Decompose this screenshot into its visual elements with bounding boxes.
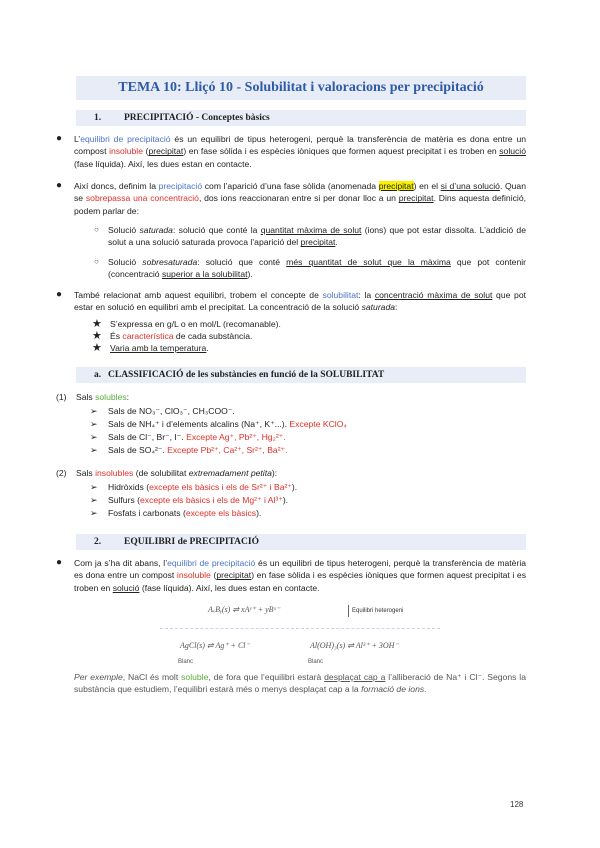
term-saturada: saturada xyxy=(139,225,173,235)
text: Com ja s’ha dit abans, l’ xyxy=(74,558,168,568)
exception-text: excepte els bàsics i els de Sr²⁺ i Ba²⁺ xyxy=(149,482,292,492)
term-insoluble: insoluble xyxy=(109,146,143,157)
label-blanc-2: Blanc xyxy=(308,659,324,665)
text: ). xyxy=(256,508,262,518)
term-extremadament-petita: extremadament petita xyxy=(188,468,272,478)
list-number: (1) xyxy=(56,392,67,402)
term-soluble: soluble xyxy=(181,672,209,682)
equation-agcl: AgCl(s) ⇌ Ag⁺ + Cl⁻ xyxy=(180,641,250,650)
text: és un equilibri de tipus heterogeni, perquè la transferència de matèria es dona entre un compost xyxy=(74,134,527,157)
text: . xyxy=(424,684,427,695)
list-number: (2) xyxy=(56,468,67,478)
bullet-dot: ● xyxy=(56,289,63,300)
text: ) en fase sòlida i es espècies iòniques que formen aquest precipitat i es troben en xyxy=(183,146,500,157)
text: ) en fase sòlida i es espècies iòniques que formen aquest precipitat i es troben en xyxy=(74,570,526,593)
star-item-2 xyxy=(110,330,252,342)
section-1a-title: CLASSIFICACIÓ de les substàncies en funció de la SOLUBILITAT xyxy=(108,370,385,380)
arrow-bullet-icon: ➢ xyxy=(90,495,98,505)
text: Sals de NH₄⁺ i d’elements alcalins (Na⁺, K⁺...). xyxy=(108,419,290,429)
paragraph-solubility xyxy=(74,289,526,314)
text: . Dins aquesta definició, podem parlar de: xyxy=(74,193,526,216)
arrow-bullet-icon: ➢ xyxy=(90,432,98,442)
arrow-bullet-icon: ➢ xyxy=(90,445,98,455)
text: Sals de SO₄²⁻. xyxy=(108,445,168,455)
equation-label: Equilibri heterogeni xyxy=(348,605,403,617)
soluble-item-3 xyxy=(108,431,286,443)
page-number: 128 xyxy=(510,800,524,809)
text: ). xyxy=(291,482,298,492)
section-2-title: EQUILIBRI de PRECIPITACIÓ xyxy=(124,537,259,547)
star-icon: ★ xyxy=(92,342,102,354)
text: L’ xyxy=(74,134,81,144)
text: ): xyxy=(271,468,278,478)
text: . xyxy=(206,343,209,353)
text: (fase líquida). Així, les dues estan en contacte. xyxy=(139,582,320,593)
soluble-item-1 xyxy=(108,405,235,417)
text: Solució xyxy=(108,257,143,267)
text: de cada substància. xyxy=(173,331,253,341)
term-formacio-ions: formació de ions xyxy=(361,684,425,695)
term-equilibri: equilibri de precipitació xyxy=(167,558,256,568)
list-insoluble-heading xyxy=(76,467,277,479)
text: Sals xyxy=(76,392,96,402)
paragraph-precipitation-equilibrium xyxy=(74,133,526,170)
section-2-header xyxy=(76,534,526,550)
term-solubles: solubles xyxy=(95,392,127,402)
paragraph-precipitation-definition xyxy=(74,180,526,217)
text: ). xyxy=(282,495,289,505)
text: . Quan se xyxy=(74,181,526,204)
section-1a-number: a. xyxy=(94,370,102,380)
term-sobrepassa: sobrepassa una concentració xyxy=(85,193,199,204)
text: També relacionat amb aquest equilibri, trobem el concepte de xyxy=(74,290,323,300)
section-1-number: 1. xyxy=(94,113,102,123)
text: Solució xyxy=(108,225,140,235)
exception-text: Excepte Pb²⁺, Ca²⁺, Sr²⁺, Ba²⁺. xyxy=(167,445,288,455)
text: : solució que conté la xyxy=(172,225,261,235)
section-1-title: PRECIPITACIÓ - Conceptes bàsics xyxy=(124,113,270,123)
bullet-dot: ● xyxy=(56,180,63,191)
text: Sulfurs ( xyxy=(108,495,140,505)
equation-aloh3: Al(OH)₃(s) ⇌ Al³⁺ + 3OH⁻ xyxy=(310,641,399,650)
insoluble-item-1 xyxy=(108,481,297,493)
term-temperatura: Varia amb la temperatura xyxy=(110,343,207,353)
term-insoluble: insoluble xyxy=(176,570,211,581)
text: : la xyxy=(358,290,375,300)
arrow-bullet-icon: ➢ xyxy=(90,419,98,429)
text: Així doncs, definim la xyxy=(74,181,159,191)
text: S’expressa en g/L o en mol/L (recomanable). xyxy=(110,319,281,329)
term-precipitacio: precipitació xyxy=(158,181,203,191)
text: Sals de Cl⁻, Br⁻, I⁻. xyxy=(108,432,187,442)
text: que pot estar en solució en equilibri amb el precipitat. La concentració de la solució xyxy=(74,290,526,313)
soluble-item-2 xyxy=(108,418,347,430)
text: que pot contenir (concentració xyxy=(108,257,526,280)
definition-saturated xyxy=(108,224,526,249)
term-solubilitat: solubilitat xyxy=(322,290,359,300)
exception-text: excepte els bàsics xyxy=(185,508,257,518)
text: . xyxy=(335,237,338,248)
term-desplacat: desplaçat cap a xyxy=(324,672,386,682)
bullet-dot: ● xyxy=(56,133,63,144)
soluble-item-4 xyxy=(108,444,288,456)
text: Sals xyxy=(76,468,96,478)
text: ). xyxy=(247,269,253,280)
term-superior: superior a la solubilitat xyxy=(161,269,248,280)
equilibrium-equation-figure xyxy=(160,600,440,664)
exception-text: Excepte Ag⁺, Pb²⁺, Hg₂²⁺. xyxy=(186,432,286,442)
text: l’alliberació de Na⁺ i Cl⁻. Segons la substància que estudiem, l’equilibri estarà més o menys desplaçat cap a la xyxy=(74,672,526,695)
term-solucio: solució xyxy=(499,146,527,157)
text: Hidròxids ( xyxy=(108,482,150,492)
insoluble-item-2 xyxy=(108,494,288,506)
dashed-divider xyxy=(160,628,440,629)
text: ) en el xyxy=(413,181,441,191)
definition-supersaturated xyxy=(108,256,526,281)
term-precipitat: precipitat xyxy=(300,237,336,248)
text: ( xyxy=(142,146,149,157)
arrow-bullet-icon: ➢ xyxy=(90,508,98,518)
text: : xyxy=(126,392,130,402)
term-precipitat: precipitat xyxy=(398,193,434,204)
term-equilibri: equilibri de precipitació xyxy=(80,134,171,144)
page-title: TEMA 10: Lliçó 10 - Solubilitat i valoracions per precipitació xyxy=(118,79,484,95)
term-quantitat-maxima: quantitat màxima de solut xyxy=(260,225,362,235)
section-1a-header xyxy=(76,367,526,383)
title-banner xyxy=(76,76,526,100)
text: , dos ions reaccionaran entre si per donar lloc a un xyxy=(198,193,399,204)
general-equation: AₓBᵧ(s) ⇌ xAʸ⁺ + yBˣ⁻ xyxy=(208,605,281,614)
term-sobresaturada: sobresaturada xyxy=(142,257,198,267)
paragraph-precipitation-equilibrium-2 xyxy=(74,557,526,594)
arrow-bullet-icon: ➢ xyxy=(90,406,98,416)
term-precipitat-highlight: precipitat xyxy=(378,181,414,191)
term-saturada: saturada xyxy=(361,302,396,313)
text: , de fora que l’equilibri estarà xyxy=(208,672,325,682)
star-icon: ★ xyxy=(92,330,102,342)
paragraph-example xyxy=(74,671,526,696)
label-blanc-1: Blanc xyxy=(178,659,194,665)
section-2-number: 2. xyxy=(94,537,102,547)
list-soluble-label xyxy=(56,391,67,403)
term-precipitat: precipitat xyxy=(148,146,184,157)
term-mes-quantitat: més quantitat de solut que la màxima xyxy=(286,257,451,267)
circle-bullet: ○ xyxy=(94,257,99,266)
list-soluble-heading xyxy=(76,391,129,403)
term-precipitat: precipitat xyxy=(216,570,252,581)
term-caracteristica: característica xyxy=(122,331,174,341)
term-per-exemple: Per exemple xyxy=(74,672,123,682)
star-item-1 xyxy=(110,318,281,330)
term-solucio: solució xyxy=(112,582,140,593)
exception-text: excepte els bàsics i els de Mg²⁺ i Al³⁺ xyxy=(140,495,283,505)
circle-bullet: ○ xyxy=(94,225,99,234)
text: (fase líquida). Així, les dues estan en contacte. xyxy=(74,158,252,169)
insoluble-item-3 xyxy=(108,507,261,519)
text: (de solubilitat xyxy=(133,468,189,478)
term-insolubles: insolubles xyxy=(95,468,134,478)
arrow-bullet-icon: ➢ xyxy=(90,482,98,492)
text: (ions) que pot estar dissolta. L’addició de solut a una solució saturada provoca l’aparició del xyxy=(108,225,526,248)
exception-text: Excepte KClO₄ xyxy=(289,419,347,429)
term-concentracio-maxima: concentració màxima de solut xyxy=(374,290,493,300)
text: com l’aparició d’una fase sòlida (anomenada xyxy=(202,181,379,191)
text: : solució que conté xyxy=(197,257,287,267)
star-item-3 xyxy=(110,342,209,354)
text: Fosfats i carbonats ( xyxy=(108,508,186,518)
text: ( xyxy=(210,570,217,581)
text: És xyxy=(110,331,123,341)
text: : xyxy=(395,302,398,313)
section-1-header xyxy=(76,110,526,126)
term-si-solucio: si d’una solució xyxy=(440,181,500,191)
star-icon: ★ xyxy=(92,318,102,330)
text: és un equilibri de tipus heterogeni, perquè la transferència de matèria es dona entre un compost xyxy=(74,558,527,581)
text: Sals de NO₃⁻, ClO₃⁻, CH₃COO⁻. xyxy=(108,406,235,416)
bullet-dot: ● xyxy=(56,557,63,568)
list-insoluble-label xyxy=(56,467,67,479)
text: , NaCl és molt xyxy=(122,672,182,682)
